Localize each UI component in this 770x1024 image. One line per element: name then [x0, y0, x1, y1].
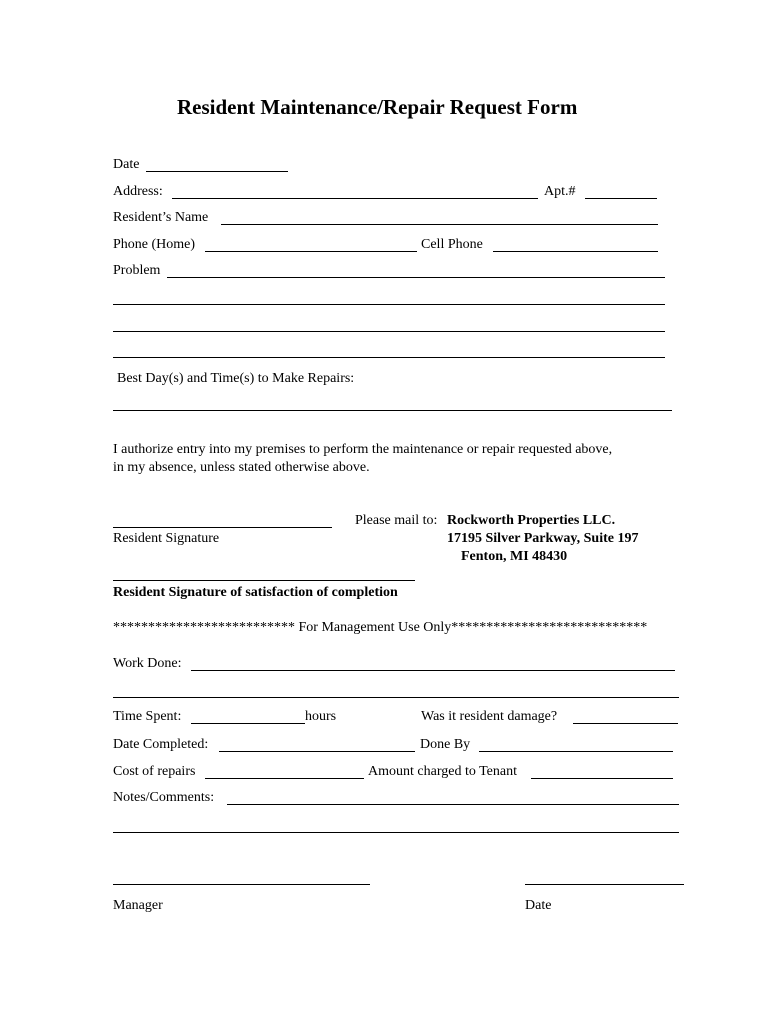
- cost-of-repairs-field[interactable]: [205, 778, 364, 779]
- page-title: Resident Maintenance/Repair Request Form: [177, 95, 578, 119]
- date-label: Date: [113, 157, 140, 172]
- residents-name-label: Resident’s Name: [113, 210, 209, 225]
- mail-city: Fenton, MI 48430: [461, 549, 568, 564]
- address-label: Address:: [113, 184, 163, 199]
- problem-field[interactable]: [167, 277, 665, 278]
- residents-name-field[interactable]: [221, 224, 658, 225]
- best-days-label: Best Day(s) and Time(s) to Make Repairs:: [117, 371, 355, 386]
- satisfaction-signature-field[interactable]: [113, 580, 415, 581]
- date-field[interactable]: [146, 171, 288, 172]
- resident-damage-field[interactable]: [573, 723, 678, 724]
- authorization-line-2: in my absence, unless stated otherwise above.: [113, 460, 370, 475]
- hours-label: hours: [305, 709, 337, 724]
- manager-date-field[interactable]: [525, 884, 684, 885]
- apt-field[interactable]: [585, 198, 657, 199]
- cost-of-repairs-label: Cost of repairs: [113, 764, 196, 779]
- satisfaction-signature-label: Resident Signature of satisfaction of completion: [113, 585, 398, 600]
- mail-company: Rockworth Properties LLC.: [447, 513, 616, 528]
- problem-line-3[interactable]: [113, 331, 665, 332]
- work-done-line-2[interactable]: [113, 697, 679, 698]
- amount-charged-field[interactable]: [531, 778, 673, 779]
- mail-to-label: Please mail to:: [355, 513, 438, 528]
- apt-label: Apt.#: [544, 184, 576, 199]
- address-field[interactable]: [172, 198, 538, 199]
- problem-label: Problem: [113, 263, 161, 278]
- time-spent-label: Time Spent:: [113, 709, 182, 724]
- manager-signature-field[interactable]: [113, 884, 370, 885]
- resident-signature-label: Resident Signature: [113, 531, 220, 546]
- notes-line-2[interactable]: [113, 832, 679, 833]
- phone-home-label: Phone (Home): [113, 237, 196, 252]
- manager-date-label: Date: [525, 898, 552, 913]
- best-days-field[interactable]: [113, 410, 672, 411]
- resident-signature-field[interactable]: [113, 527, 332, 528]
- cell-phone-label: Cell Phone: [421, 237, 483, 252]
- manager-label: Manager: [113, 898, 163, 913]
- cell-phone-field[interactable]: [493, 251, 658, 252]
- work-done-label: Work Done:: [113, 656, 182, 671]
- amount-charged-label: Amount charged to Tenant: [368, 764, 517, 779]
- date-completed-label: Date Completed:: [113, 737, 209, 752]
- phone-home-field[interactable]: [205, 251, 417, 252]
- work-done-field[interactable]: [191, 670, 675, 671]
- time-spent-field[interactable]: [191, 723, 305, 724]
- done-by-field[interactable]: [479, 751, 673, 752]
- notes-label: Notes/Comments:: [113, 790, 215, 805]
- date-completed-field[interactable]: [219, 751, 415, 752]
- management-header: ************************** For Management Use Only****************************: [113, 620, 648, 635]
- problem-line-4[interactable]: [113, 357, 665, 358]
- problem-line-2[interactable]: [113, 304, 665, 305]
- mail-street: 17195 Silver Parkway, Suite 197: [447, 531, 639, 546]
- resident-damage-label: Was it resident damage?: [421, 709, 558, 724]
- authorization-line-1: I authorize entry into my premises to perform the maintenance or repair requested above,: [113, 442, 613, 457]
- done-by-label: Done By: [420, 737, 471, 752]
- notes-field[interactable]: [227, 804, 679, 805]
